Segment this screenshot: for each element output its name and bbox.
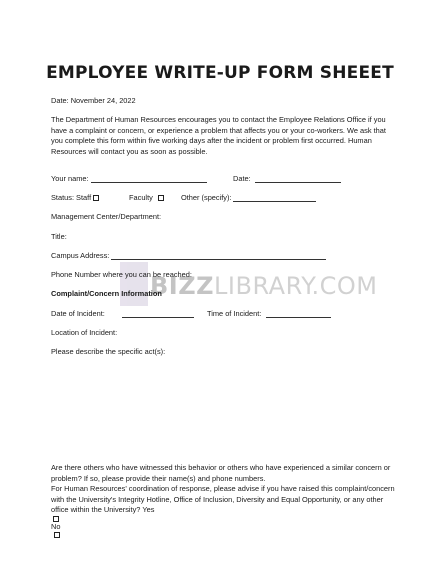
no-checkbox[interactable] [54, 532, 60, 538]
other-label: Other (specify): [181, 193, 232, 202]
date-field[interactable] [255, 182, 341, 183]
footer-line: with the University's Integrity Hotline, Office of Inclusion, Diversity and Equal Opportunity, or any other [51, 494, 384, 504]
status-staff-label: Status: Staff [51, 193, 92, 202]
footer-last-line [51, 505, 393, 538]
faculty-label: Faculty [129, 193, 153, 202]
title-label: Title: [51, 232, 67, 241]
intro-line: Resources will contact you as soon as possible. [51, 146, 208, 156]
status-staff-row [51, 193, 99, 204]
campus-address-field[interactable] [111, 259, 326, 260]
phone-label: Phone Number where you can be reached: [51, 270, 192, 279]
status-faculty-row [129, 193, 164, 204]
no-label: No [51, 521, 61, 531]
intro-line: you complete this form within five working days after the incident or problem first occurred. Human [51, 136, 372, 145]
yes-label: office within the University? Yes [51, 505, 155, 514]
footer-line: For Human Resources' coordination of response, please advise if you have raised this complaint/concern [51, 484, 395, 493]
date-label: Date: [233, 174, 251, 183]
watermark-text: BIZZLIBRARY.COM [150, 272, 378, 300]
management-label: Management Center/Department: [51, 212, 162, 221]
intro-line: The Department of Human Resources encourages you to contact the Employee Relations Office if you [51, 115, 386, 124]
time-of-incident-field[interactable] [266, 317, 331, 318]
footer-line: problem? If so, please provide their name(s) and phone numbers. [51, 473, 266, 483]
time-of-incident-label: Time of Incident: [207, 309, 262, 318]
intro-paragraph [51, 115, 393, 157]
intro-line: have a complaint or concern, or experience a problem that affects you or your co-workers. We ask that [51, 125, 386, 135]
location-label: Location of Incident: [51, 328, 118, 337]
your-name-field[interactable] [91, 182, 207, 183]
your-name-label: Your name: [51, 174, 89, 183]
complaint-heading: Complaint/Concern Information [51, 289, 162, 298]
other-specify-field[interactable] [233, 201, 316, 202]
document-date: Date: November 24, 2022 [51, 96, 136, 105]
footer-paragraph [51, 463, 393, 538]
campus-address-label: Campus Address: [51, 251, 110, 260]
faculty-checkbox[interactable] [158, 195, 164, 201]
document-title: EMPLOYEE WRITE-UP FORM SHEEET [46, 63, 394, 83]
date-of-incident-field[interactable] [122, 317, 194, 318]
date-of-incident-label: Date of Incident: [51, 309, 105, 318]
staff-checkbox[interactable] [93, 195, 99, 201]
describe-label: Please describe the specific act(s): [51, 347, 166, 356]
footer-line: Are there others who have witnessed this behavior or others who have experienced a similar concern or [51, 463, 391, 472]
